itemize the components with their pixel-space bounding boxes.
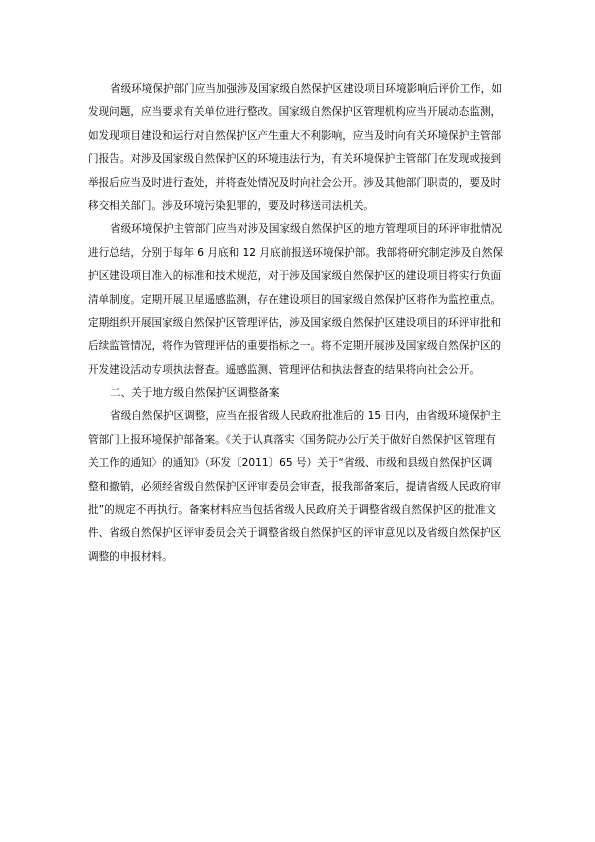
text-line: 定期组织开展国家级自然保护区管理评估，涉及国家级自然保护区建设项目的环评审批和: [88, 316, 502, 329]
text-line: 门报告。对涉及国家级自然保护区的环境违法行为，有关环境保护主管部门在发现或接到: [88, 153, 502, 166]
text-line: 省级自然保护区调整，应当在报省级人民政府批准后的 15 日内，由省级环境保护主: [110, 410, 501, 423]
text-line: 后续监管情况，将作为管理评估的重要指标之一。将不定期开展涉及国家级自然保护区的: [88, 340, 502, 353]
paragraph-1: [88, 78, 508, 218]
text-line: 件、省级自然保护区评审委员会关于调整省级自然保护区的评审意见以及省级自然保护区: [88, 527, 502, 540]
document-page: [88, 78, 508, 569]
text-line: 清单制度。定期开展卫星遥感监测，存在建设项目的国家级自然保护区将作为监控重点。: [88, 293, 502, 306]
text-line: 整和撤销，必须经省级自然保护区评审委员会审查，报我部备案后，提请省级人民政府审: [88, 480, 502, 493]
text-line: 护区建设项目准入的标准和技术规范，对于涉及国家级自然保护区的建设项目将实行负面: [88, 270, 502, 283]
text-line: 关工作的通知〉的通知》（环发〔2011〕65 号）关于“省级、市级和县级自然保护区调: [88, 457, 493, 470]
paragraph-3: [88, 405, 508, 569]
text-line: 省级环境保护部门应当加强涉及国家级自然保护区建设项目环境影响后评价工作，如: [110, 83, 502, 95]
text-line: 如发现项目建设和运行对自然保护区产生重大不利影响，应当及时向有关环境保护主管部: [88, 129, 502, 142]
text-line: 移交相关部门。涉及环境污染犯罪的，要及时移送司法机关。: [88, 199, 375, 212]
text-line: 管部门上报环境保护部备案。《关于认真落实〈国务院办公厅关于做好自然保护区管理有: [88, 433, 496, 446]
text-line: 发现问题，应当要求有关单位进行整改。国家级自然保护区管理机构应当开展动态监测，: [88, 106, 502, 119]
text-line: 调整的申报材料。: [88, 550, 173, 563]
section-heading: [88, 382, 508, 405]
text-line: 省级环境保护主管部门应当对涉及国家级自然保护区的地方管理项目的环评审批情况: [110, 223, 502, 236]
text-line: 举报后应当及时进行查处，并将查处情况及时向社会公开。涉及其他部门职责的，要及时: [88, 176, 502, 189]
text-line: 开发建设活动专项执法督查。遥感监测、管理评估和执法督查的结果将向社会公开。: [88, 363, 480, 376]
text-line: 批”的规定不再执行。备案材料应当包括省级人民政府关于调整省级自然保护区的批准文: [88, 504, 497, 517]
paragraph-2: [88, 218, 508, 382]
section-heading-text: 二、关于地方级自然保护区调整备案: [110, 387, 280, 400]
text-line: 进行总结，分别于每年 6 月底和 12 月底前报送环境保护部。我部将研究制定涉及自然保: [88, 246, 504, 259]
